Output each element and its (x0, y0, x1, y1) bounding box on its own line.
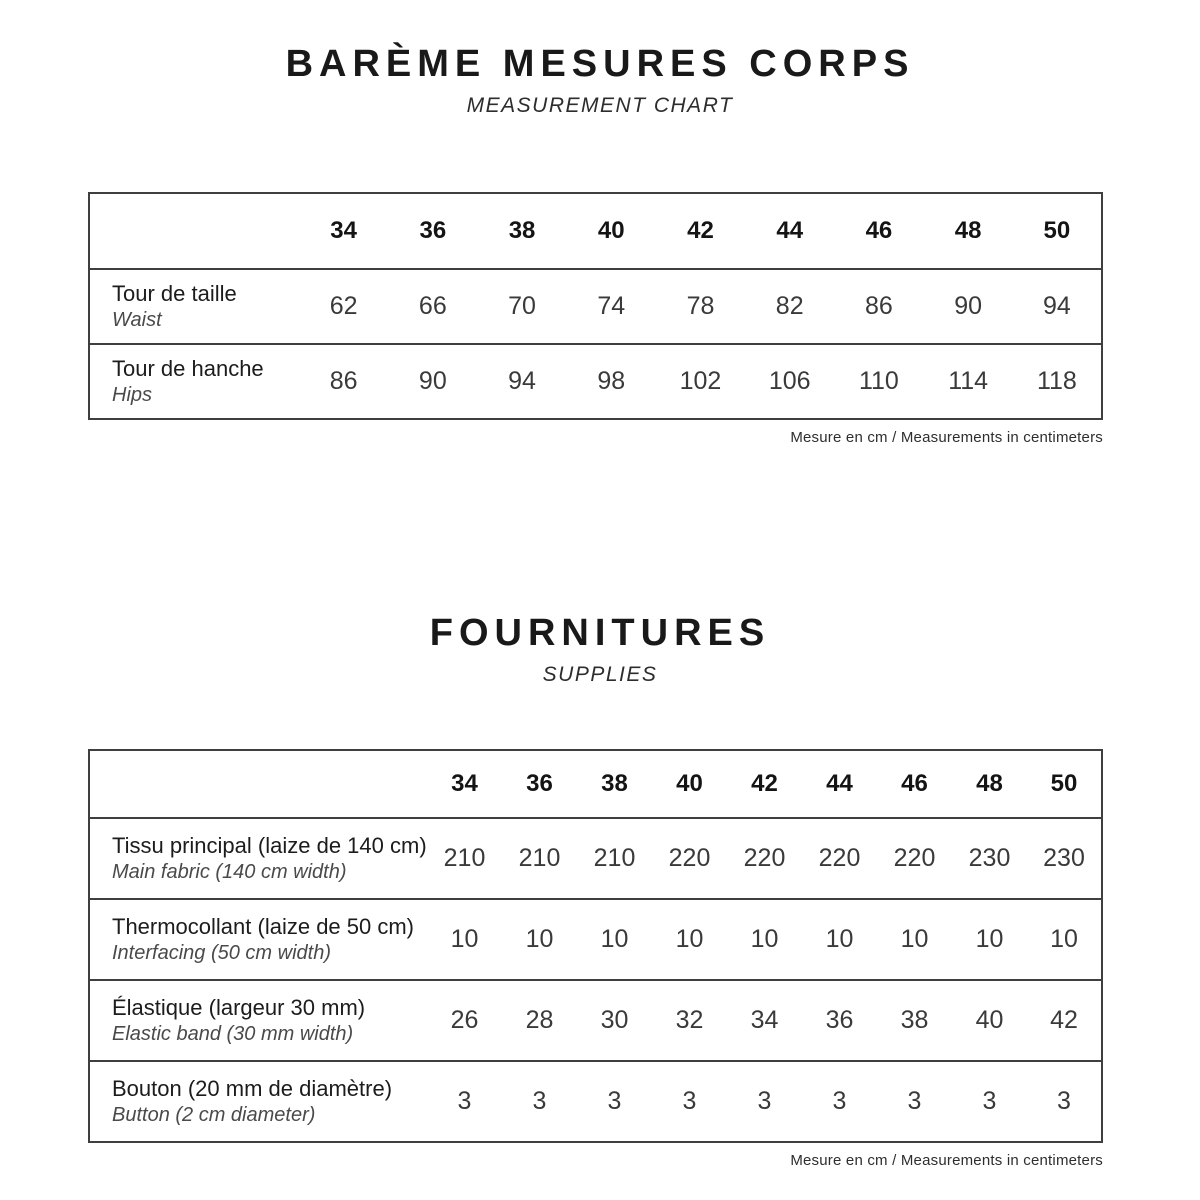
measurement-value-cell: 38 (900, 1005, 929, 1034)
measurement-value-cell: 230 (1043, 843, 1085, 872)
size-column-header: 42 (687, 216, 714, 244)
table-row (89, 1061, 1102, 1142)
body-measurements-subtitle: MEASUREMENT CHART (466, 93, 734, 117)
row-label-french: Élastique (largeur 30 mm) (112, 995, 366, 1021)
measurement-value-cell: 210 (443, 843, 486, 872)
row-label-english: Elastic band (30 mm width) (112, 1022, 354, 1045)
table-row (89, 344, 1102, 419)
measurement-value-cell: 10 (675, 924, 704, 953)
measurement-value-cell: 210 (518, 843, 561, 872)
measurement-value-cell: 26 (450, 1005, 479, 1034)
row-label-english: Hips (112, 383, 153, 406)
table-row (89, 269, 1102, 344)
size-header-row (89, 193, 1102, 269)
measurement-value-cell: 3 (907, 1086, 922, 1115)
measurement-value-cell: 220 (893, 843, 936, 872)
supplies-table (88, 749, 1103, 1143)
body-measurements-section-header (0, 45, 1200, 118)
size-column-header: 48 (976, 769, 1003, 797)
corner-cell (89, 193, 299, 269)
measurement-value-cell: 3 (1057, 1086, 1071, 1115)
size-column-header: 34 (451, 769, 478, 797)
size-column-header: 48 (954, 216, 982, 244)
measurement-value-cell: 66 (418, 291, 447, 320)
measurement-value-cell: 220 (743, 843, 786, 872)
row-label-french: Bouton (20 mm de diamètre) (112, 1076, 393, 1102)
table-row (89, 980, 1102, 1061)
supplies-table-wrap (88, 749, 1103, 1169)
measurement-value-cell: 28 (525, 1005, 554, 1034)
size-header-row (89, 750, 1102, 818)
supplies-title: FOURNITURES (429, 611, 771, 654)
corner-cell (89, 750, 427, 818)
measurement-value-cell: 32 (675, 1005, 704, 1034)
measurement-value-cell: 10 (750, 924, 779, 953)
measurement-value-cell: 40 (975, 1005, 1004, 1034)
supplies-unit-note: Mesure en cm / Measurements in centimeters (790, 1151, 1103, 1169)
row-label-cell (89, 344, 299, 419)
measurement-value-cell: 42 (1050, 1005, 1078, 1034)
row-label-french: Tour de hanche (112, 356, 264, 382)
measurement-value-cell: 10 (450, 924, 479, 953)
size-column-header: 36 (526, 769, 553, 797)
table-row (89, 899, 1102, 980)
measurement-value-cell: 3 (982, 1086, 997, 1115)
row-label-cell (89, 1061, 427, 1142)
row-label-cell (89, 269, 299, 344)
row-label-cell (89, 818, 427, 899)
row-label-english: Waist (112, 308, 162, 331)
size-column-header: 40 (676, 769, 703, 797)
row-label-english: Interfacing (50 cm width) (112, 941, 331, 964)
size-column-header: 44 (826, 769, 853, 797)
size-column-header: 40 (597, 216, 625, 244)
body-measurements-table-wrap (88, 192, 1103, 446)
measurement-value-cell: 3 (832, 1086, 847, 1115)
measurement-value-cell: 30 (600, 1005, 629, 1034)
measurement-value-cell: 3 (757, 1086, 772, 1115)
measurement-value-cell: 78 (686, 291, 715, 320)
measurement-value-cell: 3 (682, 1086, 697, 1115)
size-column-header: 50 (1043, 216, 1071, 244)
size-column-header: 36 (419, 216, 447, 244)
measurement-value-cell: 86 (865, 291, 893, 320)
body-measurements-unit-note: Mesure en cm / Measurements in centimeters (790, 428, 1103, 446)
size-column-header: 44 (776, 216, 804, 244)
row-label-french: Tour de taille (112, 281, 237, 307)
size-column-header: 46 (865, 216, 893, 244)
measurement-value-cell: 10 (1050, 924, 1078, 953)
row-label-french: Thermocollant (laize de 50 cm) (112, 914, 415, 940)
measurement-value-cell: 90 (954, 291, 983, 320)
measurement-value-cell: 94 (508, 366, 536, 395)
measurement-value-cell: 220 (818, 843, 861, 872)
measurement-value-cell: 3 (607, 1086, 622, 1115)
row-label-english: Button (2 cm diameter) (112, 1103, 316, 1126)
size-column-header: 50 (1050, 769, 1078, 797)
row-label-cell (89, 980, 427, 1061)
measurement-value-cell: 102 (679, 366, 722, 395)
measurement-value-cell: 210 (593, 843, 636, 872)
size-column-header: 34 (330, 216, 357, 244)
measurement-value-cell: 10 (600, 924, 629, 953)
measurement-value-cell: 86 (329, 366, 358, 395)
measurement-value-cell: 10 (825, 924, 854, 953)
measurement-value-cell: 106 (768, 366, 811, 395)
measurement-value-cell: 62 (329, 291, 358, 320)
measurement-value-cell: 70 (508, 291, 536, 320)
measurement-value-cell: 98 (597, 366, 626, 395)
table-row (89, 818, 1102, 899)
measurement-value-cell: 114 (948, 366, 989, 395)
body-measurements-table (88, 192, 1103, 420)
row-label-french: Tissu principal (laize de 140 cm) (112, 833, 427, 859)
measurement-value-cell: 10 (975, 924, 1004, 953)
measurement-value-cell: 220 (668, 843, 711, 872)
size-column-header: 46 (901, 769, 928, 797)
measurement-value-cell: 90 (418, 366, 447, 395)
row-label-english: Main fabric (140 cm width) (112, 860, 347, 883)
measurement-value-cell: 10 (900, 924, 929, 953)
measurement-value-cell: 74 (597, 291, 626, 320)
measurement-value-cell: 36 (825, 1005, 854, 1034)
measurement-value-cell: 10 (525, 924, 554, 953)
measurement-value-cell: 118 (1036, 366, 1077, 395)
row-label-cell (89, 899, 427, 980)
measurement-value-cell: 3 (457, 1086, 472, 1115)
size-column-header: 38 (601, 769, 628, 797)
supplies-subtitle: SUPPLIES (542, 662, 658, 686)
measurement-value-cell: 230 (968, 843, 1011, 872)
body-measurements-title: BARÈME MESURES CORPS (285, 43, 915, 85)
measurement-value-cell: 3 (532, 1086, 547, 1115)
measurement-value-cell: 34 (750, 1005, 779, 1034)
measurement-value-cell: 94 (1042, 291, 1071, 320)
size-column-header: 38 (508, 216, 536, 244)
size-column-header: 42 (751, 769, 778, 797)
supplies-section-header (0, 611, 1200, 687)
measurement-value-cell: 110 (858, 366, 899, 395)
measurement-value-cell: 82 (775, 291, 804, 320)
